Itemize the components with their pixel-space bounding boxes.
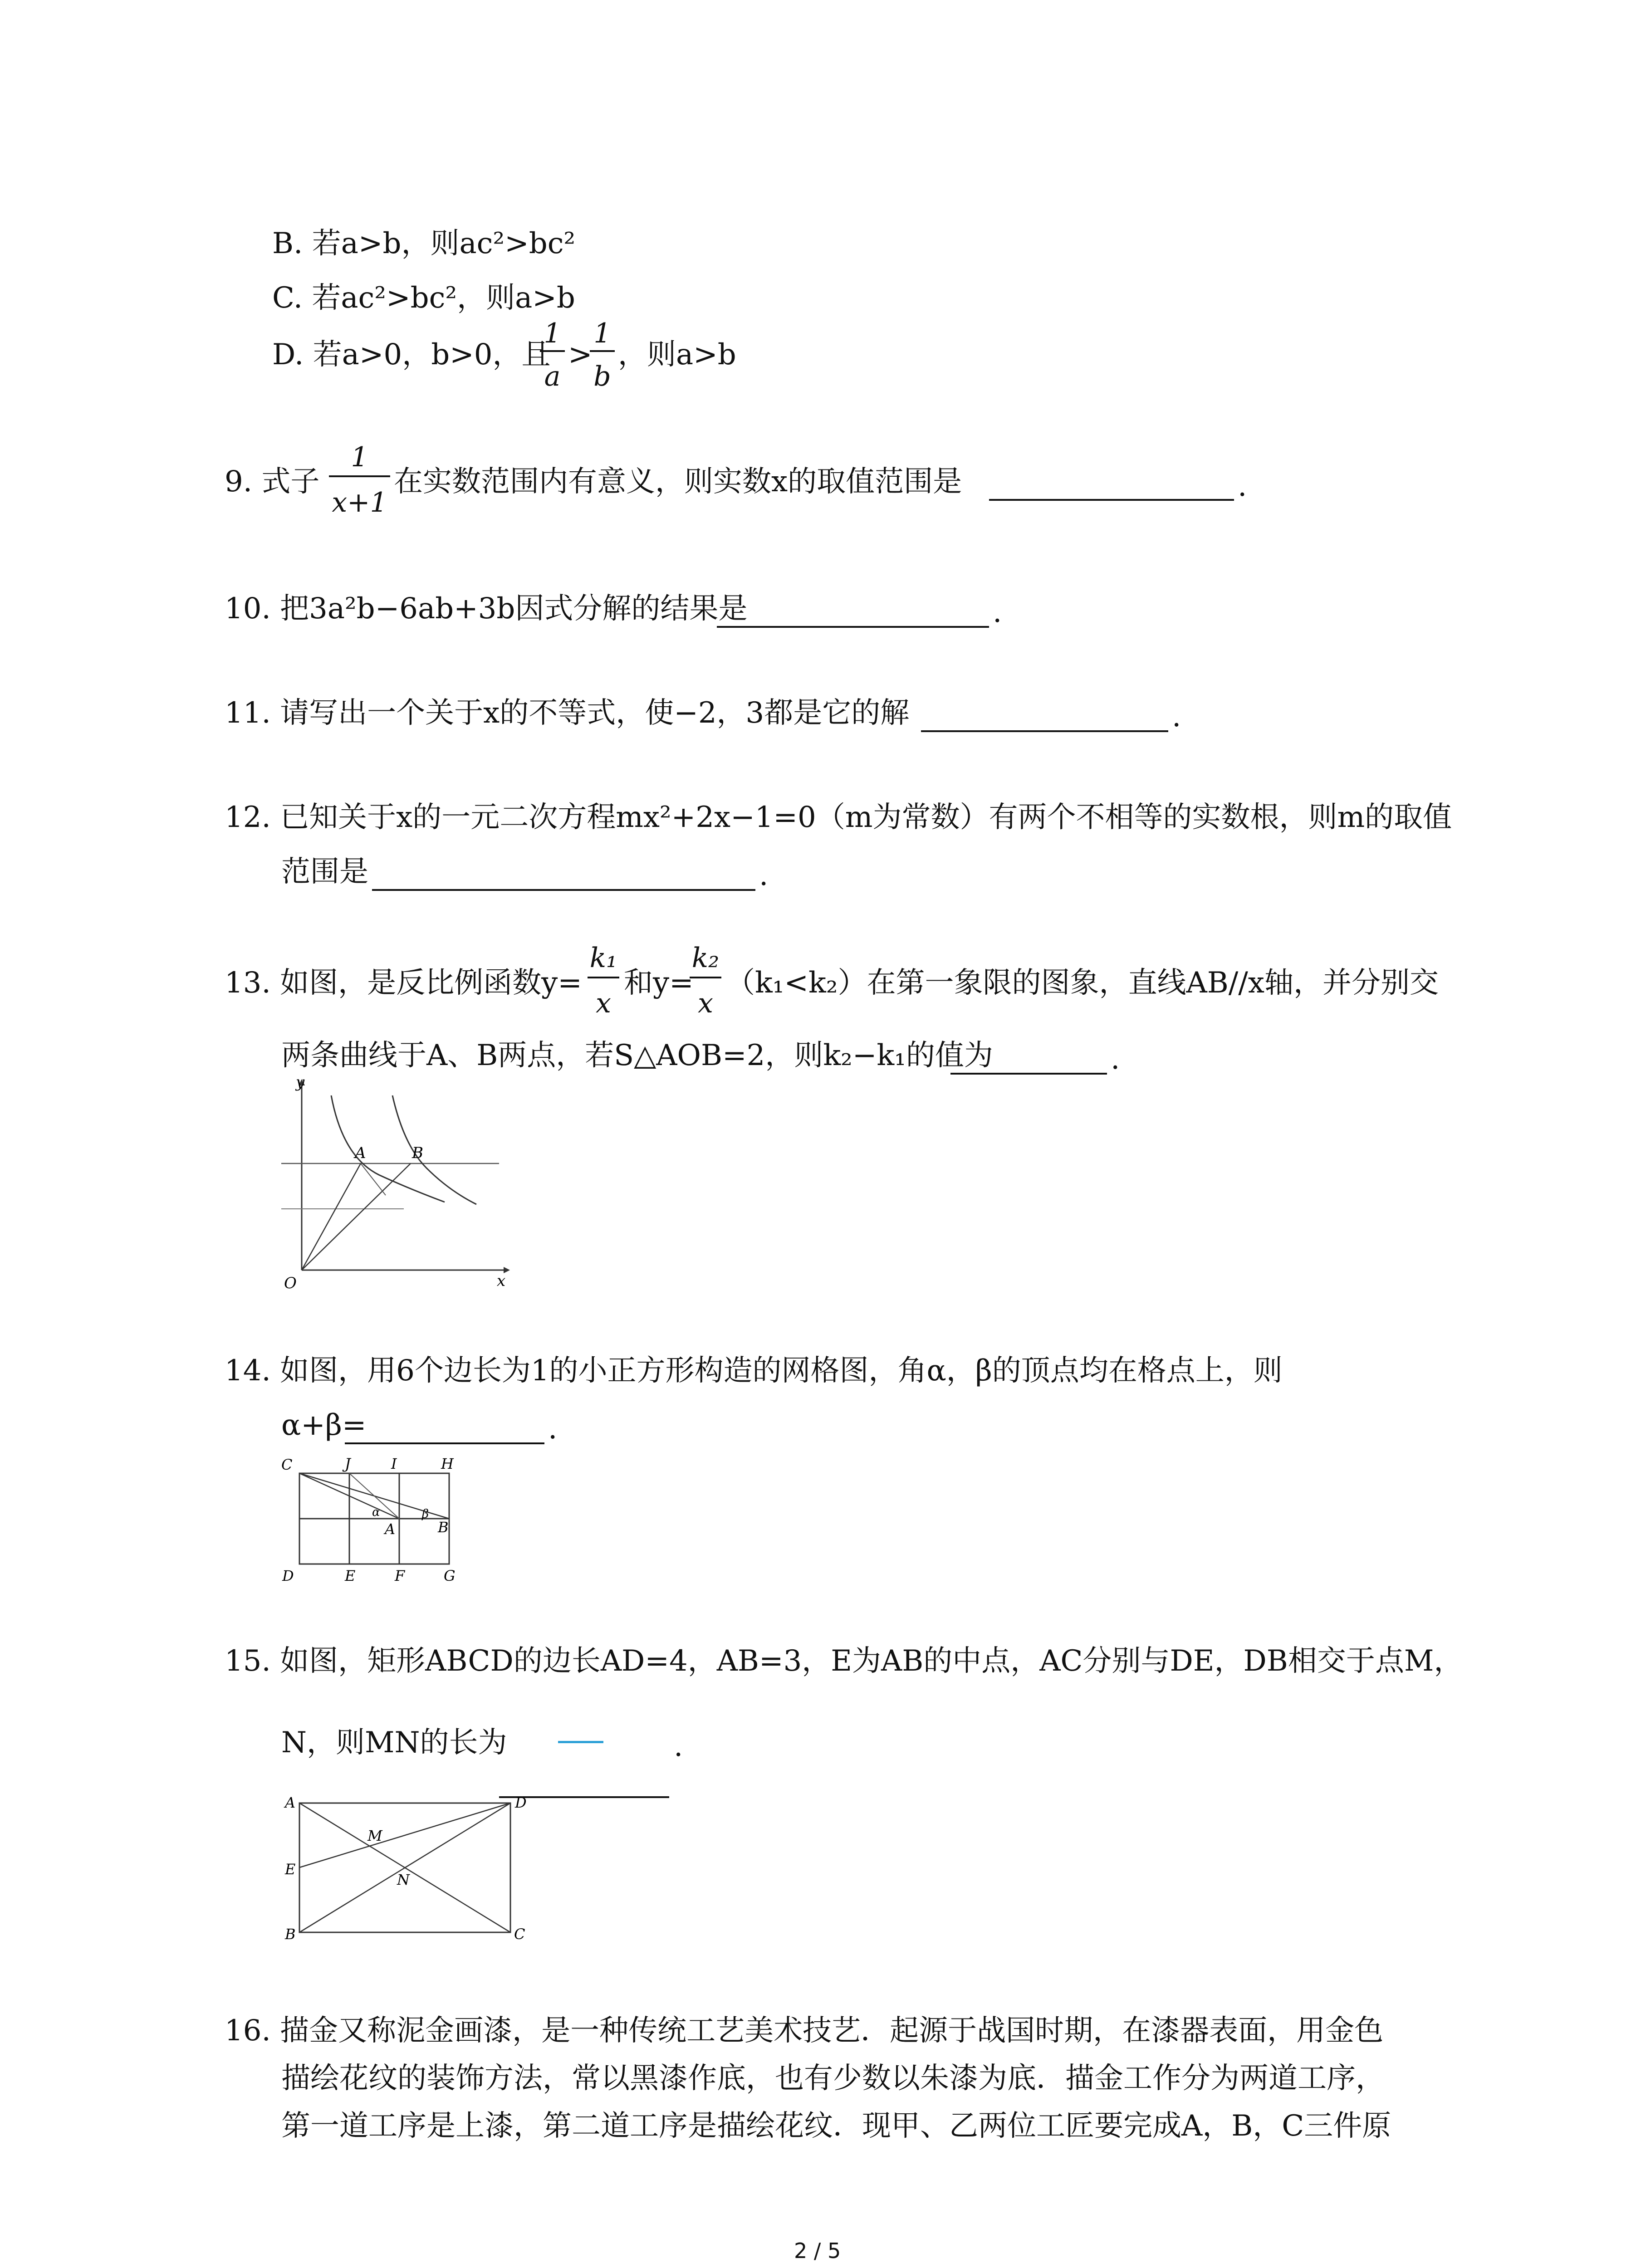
q15-period: .: [674, 1730, 683, 1763]
q14-label-alpha: α: [372, 1505, 380, 1519]
q15-line1: 15. 如图，矩形ABCD的边长AD=4，AB=3，E为AB的中点，AC分别与DE，DB相交于点M，: [225, 1644, 1463, 1678]
q13-frac2-bar: [690, 977, 721, 978]
q14-label-beta: β: [422, 1507, 429, 1521]
q14-label-d: D: [282, 1567, 294, 1584]
q13-label-x: x: [497, 1272, 506, 1290]
q14-label-h: H: [441, 1455, 454, 1472]
q9-suffix: 在实数范围内有意义，则实数x的取值范围是: [394, 465, 962, 499]
q13-helper-a: [361, 1163, 386, 1195]
q8-d-frac2-bar: [590, 350, 615, 352]
q14-label-e: E: [345, 1567, 356, 1584]
q13-label-o: O: [284, 1274, 297, 1292]
q13-frac2-den: x: [698, 987, 713, 1019]
page-number: 2 / 5: [794, 2239, 841, 2263]
q9-frac-num: 1: [351, 441, 368, 473]
q15-label-e: E: [285, 1861, 296, 1878]
q13-frac1-den: x: [596, 987, 611, 1019]
q13-label-b: B: [412, 1144, 423, 1162]
q12-line2: 范围是: [281, 855, 368, 889]
q8-option-c: C. 若ac²>bc²，则a>b: [272, 281, 575, 315]
q13-prefix: 13. 如图，是反比例函数y=: [225, 966, 582, 1000]
q9-answer-blank[interactable]: [989, 499, 1234, 501]
q8-d-frac1-bar: [540, 350, 565, 352]
q15-label-b: B: [285, 1926, 296, 1943]
q13-suffix: （k₁<k₂）在第一象限的图象，直线AB//x轴，并分别交: [726, 966, 1439, 1000]
q12-answer-blank[interactable]: [372, 889, 755, 891]
q14-label-g: G: [444, 1567, 456, 1584]
q11-answer-blank[interactable]: [921, 730, 1168, 732]
q14-label-c: C: [281, 1456, 293, 1473]
q8-option-d-suffix: ，则a>b: [618, 338, 736, 371]
q14-figure: [272, 1452, 463, 1588]
q14-line2: α+β=: [281, 1408, 367, 1442]
q15-label-m: M: [367, 1827, 382, 1844]
q14-label-b: B: [438, 1519, 449, 1536]
q15-label-a: A: [285, 1794, 296, 1811]
q14-label-a: A: [385, 1520, 396, 1538]
q16-line3: 第一道工序是上漆，第二道工序是描绘花纹．现甲、乙两位工匠要完成A，B，C三件原: [281, 2109, 1391, 2143]
q8-d-frac2-num: 1: [593, 318, 611, 349]
q14-line1: 14. 如图，用6个边长为1的小正方形构造的网格图，角α，β的顶点均在格点上，则: [225, 1354, 1283, 1388]
q13-frac1-bar: [588, 977, 619, 978]
q13-label-a: A: [355, 1144, 366, 1162]
q13-answer-blank[interactable]: [950, 1073, 1107, 1075]
q16-line2: 描绘花纹的装饰方法，常以黑漆作底，也有少数以朱漆为底．描金工作分为两道工序，: [281, 2062, 1385, 2095]
q13-segment-ob: [302, 1163, 411, 1270]
q10-answer-blank[interactable]: [717, 626, 989, 628]
q13-frac2-num: k₂: [691, 942, 720, 974]
q15-label-d: D: [515, 1794, 527, 1811]
q15-label-n: N: [397, 1871, 410, 1888]
q13-frac1-num: k₁: [589, 942, 617, 974]
q15-figure: [281, 1787, 535, 1950]
q16-line1: 16. 描金又称泥金画漆，是一种传统工艺美术技艺．起源于战国时期，在漆器表面，用金色: [225, 2014, 1384, 2048]
q9-prefix: 9. 式子: [225, 465, 320, 499]
q10-period: .: [993, 596, 1002, 629]
q13-line2: 两条曲线于A、B两点，若S△AOB=2，则k₂−k₁的值为: [281, 1039, 993, 1072]
q8-d-frac2-den: b: [593, 361, 611, 392]
q14-label-f: F: [395, 1567, 405, 1584]
q12-period: .: [759, 859, 769, 892]
q8-d-frac1-num: 1: [544, 318, 561, 349]
q13-figure: [268, 1077, 522, 1304]
q13-period: .: [1111, 1042, 1120, 1076]
q11-text: 11. 请写出一个关于x的不等式，使−2，3都是它的解: [225, 696, 910, 730]
q8-d-frac1-den: a: [544, 361, 561, 392]
q9-frac-den: x+1: [332, 487, 387, 518]
q12-line1: 12. 已知关于x的一元二次方程mx²+2x−1=0（m为常数）有两个不相等的实数根，则m的取值: [225, 801, 1452, 834]
q8-option-b: B. 若a>b，则ac²>bc²: [272, 227, 576, 260]
q8-option-d-prefix: D. 若a>0，b>0，且: [272, 338, 551, 371]
q13-label-y: y: [296, 1077, 305, 1091]
q15-label-c: C: [514, 1926, 525, 1943]
q9-period: .: [1238, 469, 1247, 503]
q10-text: 10. 把3a²b−6ab+3b因式分解的结果是: [225, 592, 748, 626]
q15-line2: N，则MN的长为: [281, 1726, 507, 1760]
q11-period: .: [1172, 700, 1181, 733]
q15-answer-dash: [558, 1741, 603, 1743]
q9-frac-bar: [329, 475, 390, 477]
q13-mid: 和y=: [624, 966, 694, 1000]
q14-answer-blank[interactable]: [345, 1442, 544, 1444]
q13-curve-k2: [392, 1095, 476, 1204]
q8-d-gt: >: [568, 338, 593, 371]
q14-label-i: I: [391, 1455, 397, 1472]
q14-period: .: [548, 1412, 558, 1446]
q15-segment-de: [299, 1803, 510, 1867]
q13-segment-oa: [302, 1163, 361, 1270]
q14-label-j: J: [345, 1455, 351, 1472]
